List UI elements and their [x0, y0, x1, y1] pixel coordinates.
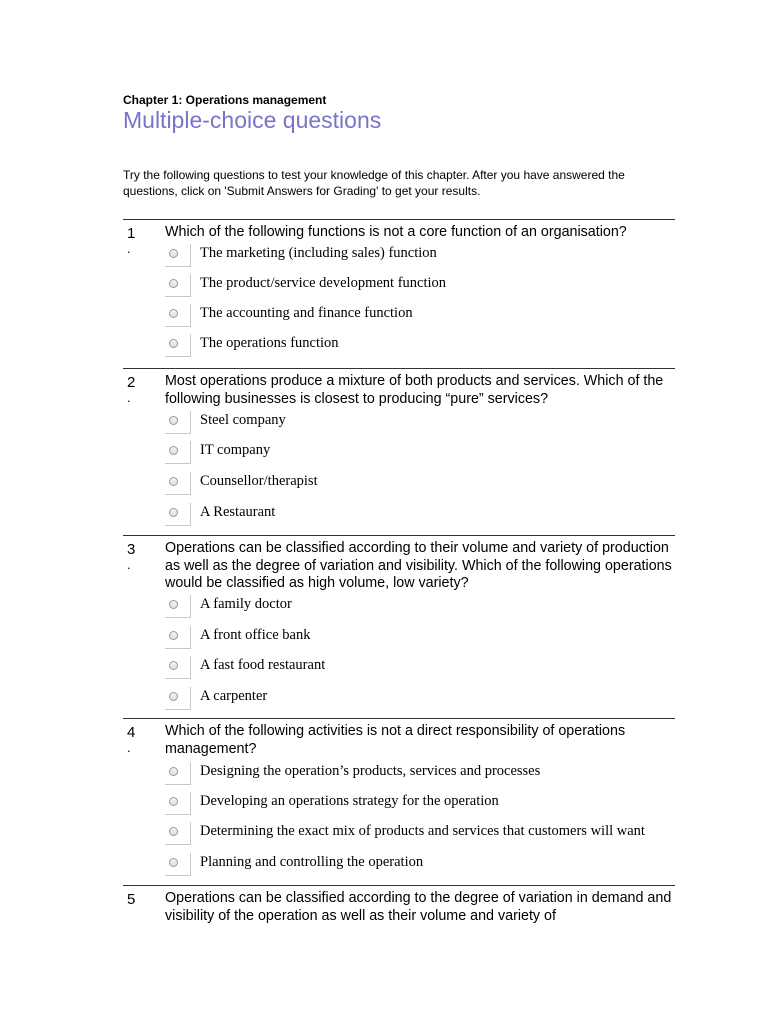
answer-label: The operations function	[200, 335, 339, 351]
radio-button[interactable]	[169, 339, 178, 348]
answer-option[interactable]	[165, 503, 675, 527]
answer-option[interactable]	[165, 304, 675, 328]
chapter-heading: Chapter 1: Operations management	[123, 93, 327, 107]
radio-button[interactable]	[169, 477, 178, 486]
answer-option[interactable]	[165, 472, 675, 496]
question-5	[123, 885, 675, 946]
question-number: 3 .	[127, 541, 136, 572]
question-4	[123, 718, 675, 886]
answer-option[interactable]	[165, 411, 675, 435]
answer-label: Determining the exact mix of products and services that customers will want	[200, 823, 645, 839]
answer-label: Planning and controlling the operation	[200, 854, 424, 870]
radio-button[interactable]	[169, 416, 178, 425]
radio-button[interactable]	[169, 692, 178, 701]
answer-label: A family doctor	[200, 596, 292, 612]
answer-label: IT company	[200, 442, 271, 458]
answer-option[interactable]	[165, 853, 675, 877]
question-number: 1 .	[127, 225, 136, 256]
answer-option[interactable]	[165, 792, 675, 816]
answer-option[interactable]	[165, 595, 675, 619]
question-text: Most operations produce a mixture of both products and services. Which of the following businesses is closest to producing “pure” services?	[165, 373, 664, 407]
answer-label: The marketing (including sales) function	[200, 245, 437, 261]
question-text: Which of the following activities is not a direct responsibility of operations management?	[165, 723, 626, 757]
answer-option[interactable]	[165, 656, 675, 680]
answer-option[interactable]	[165, 244, 675, 268]
page-title: Multiple-choice questions	[123, 107, 382, 133]
question-1	[123, 219, 675, 369]
answer-option[interactable]	[165, 441, 675, 465]
answer-label: A carpenter	[200, 688, 268, 704]
question-text: Operations can be classified according to the degree of variation in demand and visibility of the operation as well as their volume and variety of	[165, 890, 672, 924]
intro-text: Try the following questions to test your knowledge of this chapter. After you have answered the questions, click on 'Submit Answers for Grading' to get your results.	[123, 168, 625, 198]
answer-label: A fast food restaurant	[200, 657, 326, 673]
radio-button[interactable]	[169, 446, 178, 455]
question-text: Operations can be classified according to their volume and variety of production as well as the degree of variation and visibility. Which of the following operations would be classified as high volume, low variety?	[165, 540, 672, 591]
answer-label: Steel company	[200, 412, 286, 428]
question-3	[123, 535, 675, 719]
radio-button[interactable]	[169, 631, 178, 640]
radio-button[interactable]	[169, 249, 178, 258]
radio-button[interactable]	[169, 858, 178, 867]
answer-label: The product/service development function	[200, 275, 447, 291]
radio-button[interactable]	[169, 661, 178, 670]
question-2	[123, 368, 675, 536]
answer-option[interactable]	[165, 762, 675, 786]
radio-button[interactable]	[169, 797, 178, 806]
answer-label: The accounting and finance function	[200, 305, 413, 321]
radio-button[interactable]	[169, 600, 178, 609]
answer-label: Developing an operations strategy for the operation	[200, 793, 499, 809]
question-number: 5	[127, 891, 136, 908]
answer-label: Designing the operation’s products, services and processes	[200, 763, 541, 779]
answer-label: A Restaurant	[200, 504, 276, 520]
radio-button[interactable]	[169, 279, 178, 288]
answer-label: Counsellor/therapist	[200, 473, 318, 489]
answer-option[interactable]	[165, 334, 675, 358]
radio-button[interactable]	[169, 508, 178, 517]
question-text: Which of the following functions is not a core function of an organisation?	[165, 224, 627, 240]
radio-button[interactable]	[169, 309, 178, 318]
answer-option[interactable]	[165, 822, 675, 846]
radio-button[interactable]	[169, 767, 178, 776]
answer-option[interactable]	[165, 274, 675, 298]
radio-button[interactable]	[169, 827, 178, 836]
answer-option[interactable]	[165, 687, 675, 711]
question-number: 4 .	[127, 724, 136, 755]
question-number: 2 .	[127, 374, 136, 405]
answer-label: A front office bank	[200, 627, 311, 643]
answer-option[interactable]	[165, 626, 675, 650]
